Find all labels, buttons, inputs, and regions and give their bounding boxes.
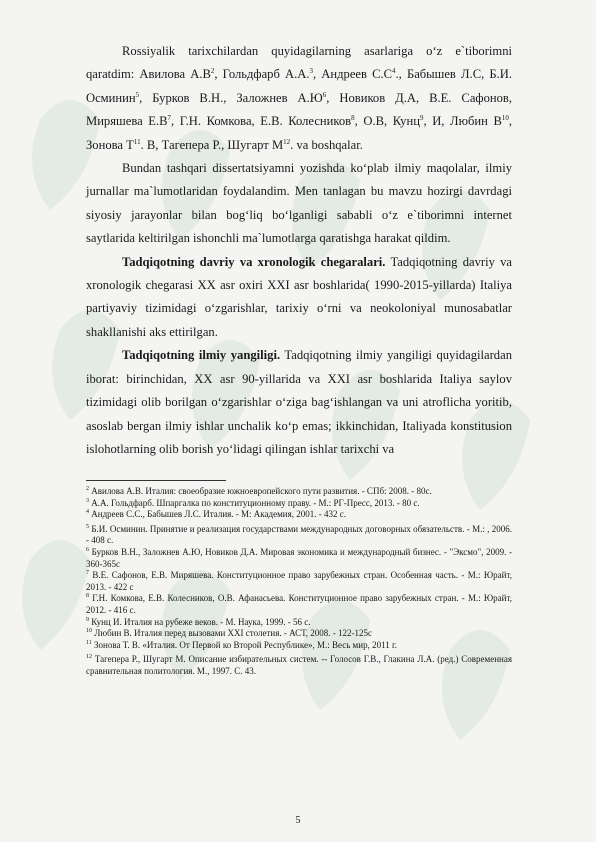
footnote-reference: 6: [322, 90, 327, 99]
footnote-reference: 3: [309, 67, 313, 76]
footnote-7: $^7$ В.Е. Сафонов, Е.В. Миряшева. Конституционное право зарубежных стран. Особенная часть. - М.: Юрайт, 2013. - 422 с: [86, 570, 512, 592]
footnote-reference: 7: [167, 114, 172, 123]
footnotes: [86, 486, 512, 678]
footnote-3: $^3$ А.А. Гольдфарб. Шпаргалка по конституционному праву. - М.: РГ-Пресс, 2013. - 80 с.: [86, 497, 420, 508]
footnote-reference: 12: [283, 137, 291, 146]
text-run: Tadqiqotning ilmiy yangiligi quyidagilardan iborat: birinchidan, XX asr 90-yillarida va XXI asr boshlarida Italiya saylov tizimidagi olib borilgan o‘zgarishlar o‘ziga bag‘ishlangan va uni atroflicha yoritib, asoslab bergan ilmiy ishlar unchalik ko‘p emas; ikkinchidan, Italiyada konstitusion islohotlarning olib borish yo‘lidagi qilingan ishlar tarixchi va: [86, 348, 512, 456]
text-run: , Новиков Д.А, В.Е. Сафонов, Миряшева Е.В: [86, 90, 512, 129]
footnote-12: $^{12}$ Тагепера Р., Шугарт М. Описание избирательных систем. -- Голосов Г.В., Глакина Л.А. (ред.) Современная сравнительная политология. М., 1997. С. 43.: [86, 654, 512, 676]
footnote-8: $^8$ Г.Н. Комкова, Е.В. Колесников, О.В. Афанасьева. Конституционное право зарубежных стран. - М.: Юрайт, 2012. - 416 с.: [86, 593, 512, 615]
footnote-reference: 10: [501, 114, 509, 123]
text-run: , О.В, Кунц: [354, 114, 420, 129]
footnote-reference: 8: [351, 114, 355, 123]
text-run: , Андреев С.С: [313, 67, 393, 82]
text-run: , Гольдфарб А.А.: [214, 67, 310, 82]
footnote-2: $^2$ Авилова А.В. Италия: своеобразие южноевропейского пути развития. - СПб: 2008. - 80с.: [86, 486, 432, 496]
paragraph-sources: [86, 157, 512, 251]
section-heading: Tadqiqotning davriy va xronologik chegaralari.: [122, 254, 386, 269]
text-run: , Зонова Т: [86, 114, 513, 152]
footnote-4: $^4$ Андреев С.С., Бабышев Л.С. Италия. - М: Академия, 2001. - 432 с.: [86, 509, 346, 520]
text-run: , И, Любин В: [423, 114, 502, 129]
text-run: , Бурков В.Н., Заложнев А.Ю: [139, 90, 323, 105]
page-number: 5: [295, 815, 301, 826]
footnote-separator: [86, 480, 226, 481]
text-run: Bundan tashqari dissertatsiyamni yozishda ko‘plab ilmiy maqolalar, ilmiy jurnallar ma`lumotlaridan foydalandim. Men tanlagan bu mavzu hozirgi davrdagi siyosiy jarayonlar bilan bog‘liq bo‘lganligi sababli o‘z e`tiborimni internet saytlarida keltirilgan ishonchli ma`lumotlarga qaratishga harakat qildim.: [86, 161, 512, 246]
footnote-10: $^{10}$ Любин В. Италия перед вызовами XXI столетия. - АСТ, 2008. - 122-125с: [86, 628, 373, 639]
text-run: . va boshqalar.: [290, 137, 363, 152]
text-run: . В, Тагепера Р., Шугарт М: [140, 137, 284, 152]
text-run: , Г.Н. Комкова, Е.В. Колесников: [171, 114, 352, 129]
footnote-reference: 5: [135, 90, 140, 99]
text-run: ., Бабышев Л.С, Б.И. Осминин: [86, 67, 513, 105]
text-run: Tadqiqotning davriy va xronologik chegarasi XX asr oxiri XXI asr boshlarida( 1990-2015-yillarda) Italiya partiyaviy tizimidagi o‘zgarishlar, tarixiy o‘rni va neokoloniyal munosabatlar shakllanishi aks ettirilgan.: [86, 254, 512, 339]
footnote-6: $^6$ Бурков В.Н., Заложнев А.Ю, Новиков Д.А. Мировая экономика и международный бизнес. - "Эксмо", 2009. - 360-365с: [86, 546, 512, 569]
footnote-reference: 2: [210, 67, 215, 76]
footnote-11: $^{11}$ Зонова Т. В. «Италия. От Первой ко Второй Республике», М.: Весь мир, 2011 г.: [86, 639, 397, 650]
footnote-reference: 4: [392, 67, 396, 76]
footnote-reference: 9: [419, 114, 424, 123]
body-text: [86, 40, 512, 461]
footnote-5: $^5$ Б.И. Осминин. Принятие и реализация государствами международных договорных обязательств. - М.: , 2006. - 408 с.: [86, 523, 512, 546]
paragraph-novelty: [86, 344, 512, 461]
footnote-reference: 11: [133, 137, 141, 146]
paragraph-historians: [86, 40, 512, 157]
footnote-9: $^9$ Кунц И. Италия на рубеже веков. - М. Наука, 1999. - 56 с.: [86, 616, 311, 627]
section-heading: Tadqiqotning ilmiy yangiligi.: [122, 348, 281, 363]
text-run: Rossiyalik tarixchilardan quyidagilarning asarlariga o‘z e`tiborimni qaratdim: Авилова А.В: [86, 44, 512, 82]
paragraph-chronology: [86, 251, 512, 345]
